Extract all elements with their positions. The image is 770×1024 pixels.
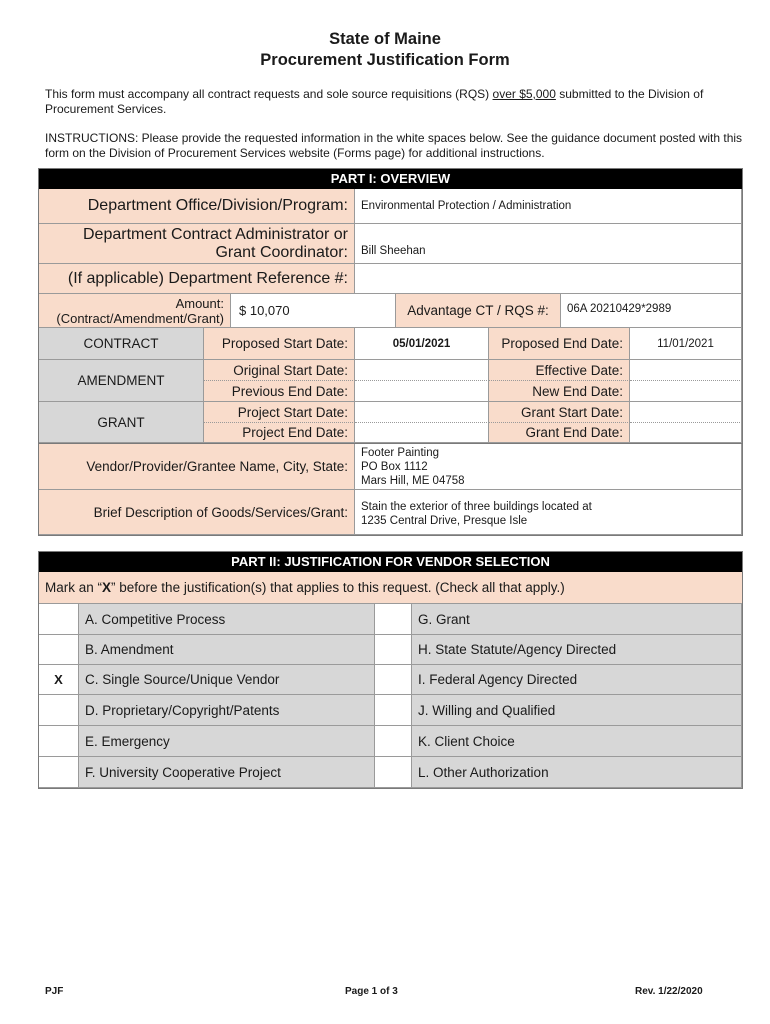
justification-option-label: G. Grant <box>412 604 742 635</box>
description-label-text: Brief Description of Goods/Services/Grant: <box>93 504 348 520</box>
form-subtitle: Procurement Justification Form <box>260 51 510 69</box>
original-start-label-text: Original Start Date: <box>233 362 348 378</box>
previous-end-label-text: Previous End Date: <box>231 383 348 399</box>
grant-start-label-text: Grant Start Date: <box>520 404 623 420</box>
grant-section-label <box>39 402 204 443</box>
intro-text <box>45 87 745 117</box>
amount-field[interactable] <box>231 294 396 328</box>
contract-admin-label-line1: Department Contract Administrator or <box>83 225 348 243</box>
project-end-label <box>204 423 355 443</box>
project-end-label-text: Project End Date: <box>242 425 348 440</box>
contract-admin-label-line2: Grant Coordinator: <box>215 243 348 261</box>
effective-date-label <box>489 360 630 381</box>
amount-label-line2: (Contract/Amendment/Grant) <box>56 310 224 326</box>
justification-option-label: L. Other Authorization <box>412 757 742 788</box>
advantage-label-text: Advantage CT / RQS #: <box>407 303 549 318</box>
project-end-field[interactable] <box>355 423 489 443</box>
part2-instruction-start: Mark an “ <box>45 580 103 595</box>
vendor-field[interactable] <box>355 444 742 490</box>
part2-instruction-end: ” before the justification(s) that applies to this request. (Check all that apply.) <box>111 580 565 595</box>
proposed-start-label <box>204 328 355 360</box>
dept-ref-label-text: (If applicable) Department Reference #: <box>67 269 348 287</box>
dept-ref-field[interactable] <box>355 264 742 294</box>
vendor-label-text: Vendor/Provider/Grantee Name, City, State: <box>86 459 348 474</box>
dept-office-label <box>39 189 355 224</box>
dept-office-value: Environmental Protection / Administration <box>361 200 572 212</box>
contract-admin-label <box>39 224 355 264</box>
contract-label-text: CONTRACT <box>83 336 159 351</box>
effective-date-field[interactable] <box>630 360 742 381</box>
justification-option-label: J. Willing and Qualified <box>412 695 742 726</box>
footer-page-number: Page 1 of 3 <box>345 986 398 997</box>
proposed-end-value: 11/01/2021 <box>657 337 714 350</box>
original-start-field[interactable] <box>355 360 489 381</box>
amendment-section-label <box>39 360 204 402</box>
part2-heading: PART II: JUSTIFICATION FOR VENDOR SELECTION <box>39 552 742 572</box>
grant-end-label-text: Grant End Date: <box>525 425 623 440</box>
dept-office-label-text: Department Office/Division/Program: <box>87 197 348 214</box>
justification-option-label: C. Single Source/Unique Vendor <box>79 665 375 695</box>
justification-option-label: D. Proprietary/Copyright/Patents <box>79 695 375 726</box>
justification-checkbox[interactable] <box>375 757 412 788</box>
justification-checkbox[interactable] <box>39 726 79 757</box>
justification-checkbox[interactable]: X <box>39 665 79 695</box>
description-field[interactable] <box>355 490 742 535</box>
vendor-line1: Footer Painting <box>361 446 439 459</box>
project-start-label-text: Project Start Date: <box>237 404 348 420</box>
project-start-label <box>204 402 355 423</box>
justification-checkbox[interactable] <box>375 604 412 635</box>
justification-checkbox[interactable] <box>39 635 79 665</box>
justification-checkbox[interactable] <box>39 757 79 788</box>
proposed-start-label-text: Proposed Start Date: <box>221 336 348 351</box>
justification-checkbox[interactable] <box>375 726 412 757</box>
grant-label-text: GRANT <box>97 414 145 430</box>
grant-start-label <box>489 402 630 423</box>
footer-revision: Rev. 1/22/2020 <box>635 986 703 997</box>
justification-option-label: E. Emergency <box>79 726 375 757</box>
amount-label-line1: Amount: <box>175 295 224 311</box>
description-line2: 1235 Central Drive, Presque Isle <box>361 515 528 527</box>
project-start-field[interactable] <box>355 402 489 423</box>
justification-option-label: B. Amendment <box>79 635 375 665</box>
part1-heading: PART I: OVERVIEW <box>39 169 742 189</box>
amount-value: $ 10,070 <box>239 303 290 318</box>
description-line1: Stain the exterior of three buildings located at <box>361 501 592 513</box>
advantage-value: 06A 20210429*2989 <box>567 303 672 315</box>
previous-end-field[interactable] <box>355 381 489 402</box>
contract-section-label <box>39 328 204 360</box>
part2-instruction <box>39 572 742 604</box>
part2-instruction-mark: X <box>102 580 112 595</box>
justification-checkbox[interactable] <box>375 695 412 726</box>
new-end-label-text: New End Date: <box>532 383 623 399</box>
original-start-label <box>204 360 355 381</box>
instructions-text: INSTRUCTIONS: Please provide the requested information in the white spaces below. See the guidance document posted with this form on the Division of Procurement Services website (Forms page) for additional instructions. <box>45 131 743 160</box>
justification-option-label: H. State Statute/Agency Directed <box>412 635 742 665</box>
grant-start-field[interactable] <box>630 402 742 423</box>
description-label <box>39 490 355 535</box>
justification-option-label: I. Federal Agency Directed <box>412 665 742 695</box>
grant-end-label <box>489 423 630 443</box>
proposed-end-label-text: Proposed End Date: <box>501 336 623 351</box>
advantage-field[interactable] <box>561 294 742 328</box>
contract-admin-value: Bill Sheehan <box>361 245 426 257</box>
new-end-field[interactable] <box>630 381 742 402</box>
proposed-end-field[interactable] <box>630 328 742 360</box>
dept-office-field[interactable] <box>355 189 742 224</box>
vendor-label <box>39 444 355 490</box>
previous-end-label <box>204 381 355 402</box>
proposed-end-label <box>489 328 630 360</box>
intro-text-end: submitted to the Division of Procurement Services. <box>45 87 704 116</box>
justification-option-label: K. Client Choice <box>412 726 742 757</box>
justification-checkbox[interactable] <box>39 604 79 635</box>
justification-option-label: A. Competitive Process <box>79 604 375 635</box>
justification-checkbox[interactable] <box>375 635 412 665</box>
new-end-label <box>489 381 630 402</box>
vendor-line3: Mars Hill, ME 04758 <box>361 474 465 487</box>
advantage-label <box>396 294 561 328</box>
proposed-start-value: 05/01/2021 <box>392 337 451 350</box>
grant-end-field[interactable] <box>630 423 742 443</box>
footer-form-id: PJF <box>45 986 64 997</box>
effective-date-label-text: Effective Date: <box>535 362 623 378</box>
contract-admin-field[interactable] <box>355 224 742 264</box>
dept-ref-label <box>39 264 355 294</box>
amendment-label-text: AMENDMENT <box>77 373 165 388</box>
intro-text-start: This form must accompany all contract requests and sole source requisitions (RQS) <box>45 87 493 101</box>
amount-label <box>39 294 231 328</box>
justification-checkbox[interactable] <box>39 695 79 726</box>
vendor-line2: PO Box 1112 <box>361 460 428 473</box>
proposed-start-field[interactable] <box>355 328 489 360</box>
justification-option-label: F. University Cooperative Project <box>79 757 375 788</box>
justification-checkbox[interactable] <box>375 665 412 695</box>
intro-threshold: over $5,000 <box>492 87 556 101</box>
form-title: State of Maine <box>329 30 441 48</box>
